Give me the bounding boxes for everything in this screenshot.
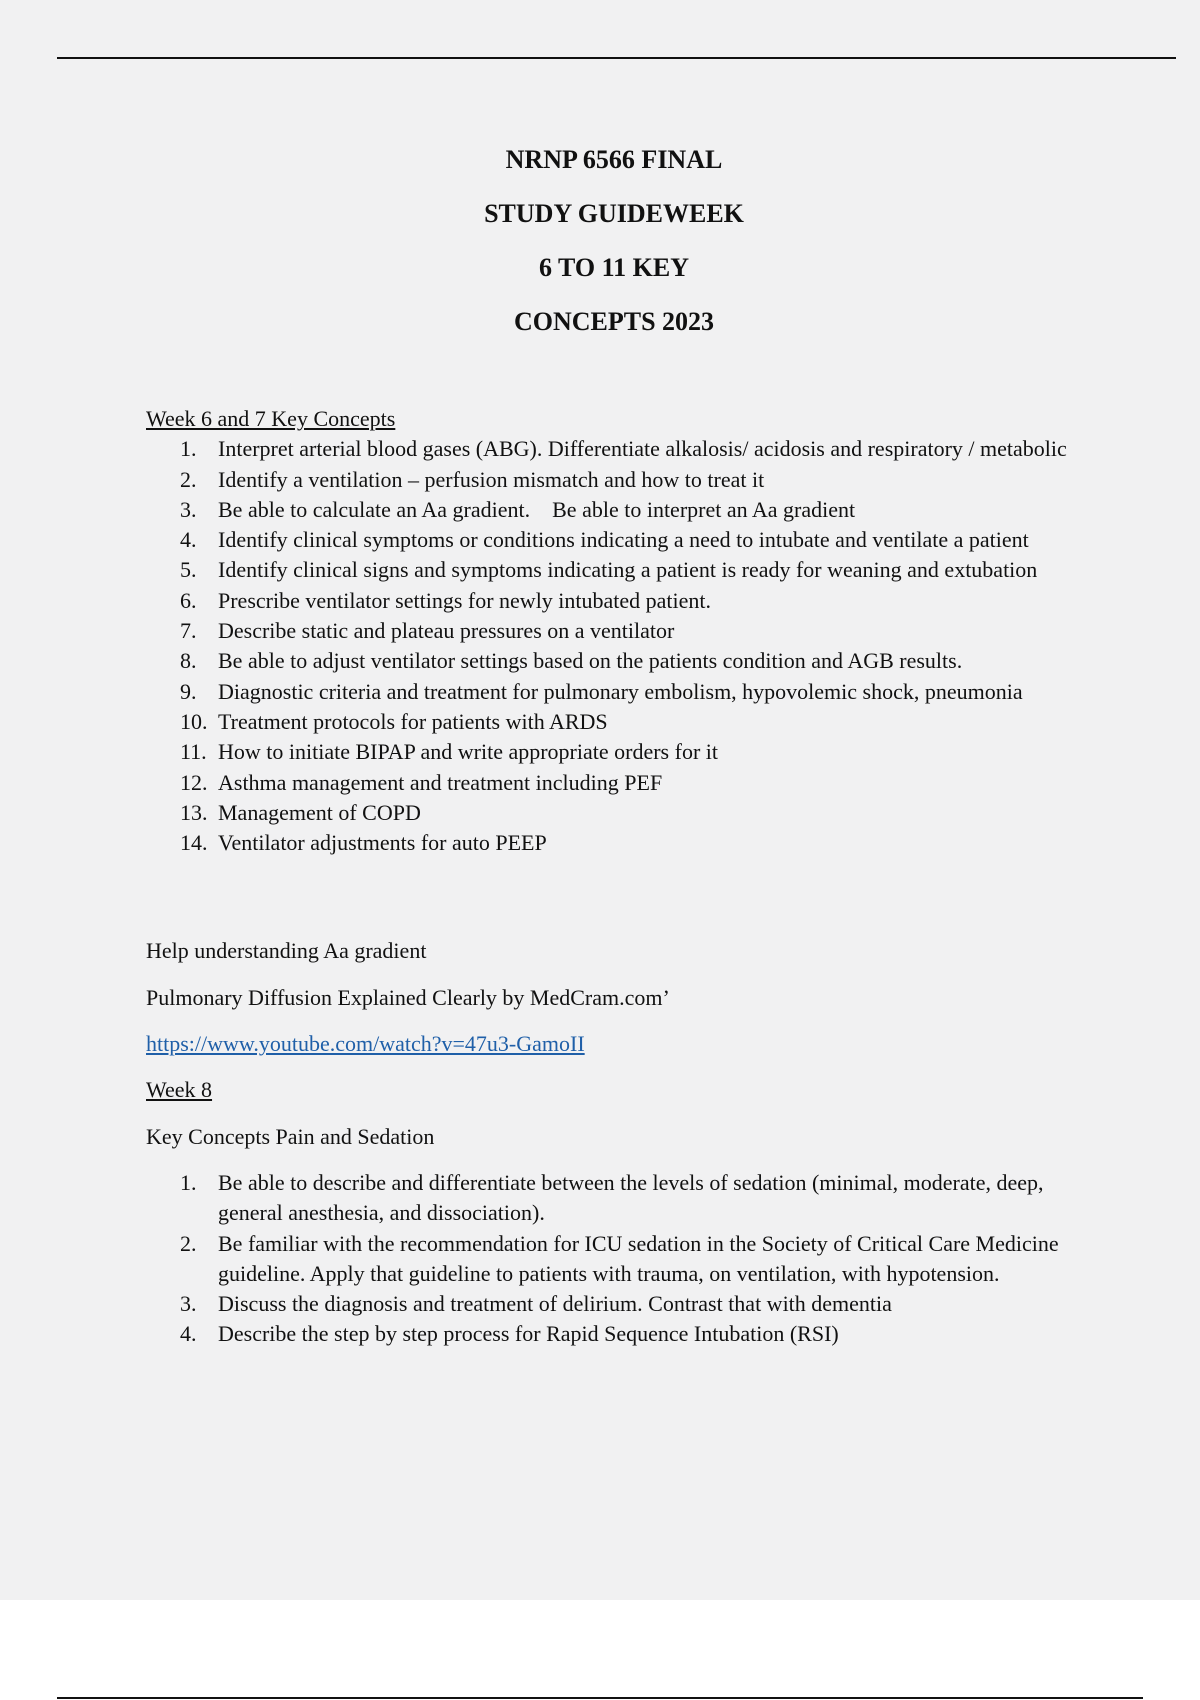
list-item-number: 12. [180, 769, 208, 795]
list-item-number: 8. [180, 648, 197, 674]
list-item-number: 3. [180, 1291, 197, 1317]
list-item-number: 7. [180, 618, 197, 644]
list-item [146, 798, 1076, 828]
list-item-number: 14. [180, 830, 208, 856]
list-item-number: 2. [180, 1230, 197, 1256]
list-item-text: Describe static and plateau pressures on a ventilator [218, 618, 675, 644]
list-item-text: Discuss the diagnosis and treatment of delirium. Contrast that with dementia [218, 1291, 892, 1317]
list-item [146, 616, 1076, 646]
document-body [146, 404, 1076, 1350]
list-item-number: 2. [180, 466, 197, 492]
list-item [146, 434, 1076, 464]
help-text-aa-gradient: Help understanding Aa gradient [146, 938, 427, 964]
list-item-number: 1. [180, 436, 197, 462]
list-item-text: Diagnostic criteria and treatment for pulmonary embolism, hypovolemic shock, pneumonia [218, 678, 1023, 704]
list-item-number: 5. [180, 557, 197, 583]
list-item-number: 10. [180, 708, 208, 734]
list-item-text: Prescribe ventilator settings for newly intubated patient. [218, 587, 712, 613]
title-line-4: CONCEPTS 2023 [513, 307, 715, 336]
list-item [146, 586, 1076, 616]
list-item-text: Interpret arterial blood gases (ABG). Differentiate alkalosis/ acidosis and respiratory / metabolic [218, 436, 1067, 462]
section-heading-week-8: Week 8 [146, 1077, 213, 1103]
list-item-number: 3. [180, 496, 197, 522]
list-item [146, 677, 1076, 707]
title-line-2: STUDY GUIDEWEEK [484, 199, 744, 228]
list-item-text: Treatment protocols for patients with ARDS [218, 708, 608, 734]
list-item-text: Asthma management and treatment including PEF [218, 769, 663, 795]
list-item-text: How to initiate BIPAP and write appropriate orders for it [218, 739, 718, 765]
week-8-concept-list [146, 1168, 1076, 1350]
list-item-number: 6. [180, 587, 197, 613]
youtube-link[interactable]: https://www.youtube.com/watch?v=47u3-GamoII [146, 1031, 585, 1057]
title-line-1: NRNP 6566 FINAL [505, 145, 723, 174]
list-item-number: 9. [180, 678, 197, 704]
list-item [146, 737, 1076, 767]
list-item-text: Management of COPD [218, 799, 421, 825]
help-text-video-title: Pulmonary Diffusion Explained Clearly by MedCram.com’ [146, 984, 670, 1010]
list-item [146, 465, 1076, 495]
list-item [146, 828, 1076, 858]
list-item [146, 1289, 1076, 1319]
week-6-7-concept-list [146, 434, 1076, 858]
list-item-text: Ventilator adjustments for auto PEEP [218, 830, 547, 856]
list-item-text: Be able to calculate an Aa gradient. Be able to interpret an Aa gradient [218, 496, 856, 522]
list-item-number: 1. [180, 1169, 197, 1195]
list-item-text: Be able to describe and differentiate between the levels of sedation (minimal, moderate, deep, general anesthesia, and dissociation). [218, 1169, 1044, 1226]
list-item [146, 1319, 1076, 1349]
list-item-text: Identify clinical symptoms or conditions indicating a need to intubate and ventilate a patient [218, 527, 1029, 553]
list-item-text: Be able to adjust ventilator settings based on the patients condition and AGB results. [218, 648, 963, 674]
list-item [146, 707, 1076, 737]
list-item [146, 495, 1076, 525]
document-title [0, 142, 1200, 358]
list-item-number: 4. [180, 1321, 197, 1347]
list-item-text: Be familiar with the recommendation for ICU sedation in the Society of Critical Care Medicine guideline. Apply that guideline to patients with trauma, on ventilation, with hypotension. [218, 1230, 1059, 1286]
section-heading-week-6-7: Week 6 and 7 Key Concepts [146, 406, 396, 431]
section-subheading-pain-sedation: Key Concepts Pain and Sedation [146, 1123, 435, 1149]
list-item-text: Identify clinical signs and symptoms indicating a patient is ready for weaning and extubation [218, 557, 1038, 583]
list-item-number: 13. [180, 799, 208, 825]
list-item [146, 525, 1076, 555]
list-item [146, 646, 1076, 676]
list-item [146, 1168, 1076, 1229]
bottom-divider [57, 1697, 1143, 1699]
list-item-number: 11. [180, 739, 207, 765]
top-divider [57, 57, 1176, 59]
list-item [146, 768, 1076, 798]
list-item [146, 555, 1076, 585]
list-item-text: Identify a ventilation – perfusion mismatch and how to treat it [218, 466, 765, 492]
list-item-number: 4. [180, 527, 197, 553]
list-item [146, 1229, 1076, 1290]
title-line-3: 6 TO 11 KEY [538, 253, 690, 282]
list-item-text: Describe the step by step process for Rapid Sequence Intubation (RSI) [218, 1321, 839, 1347]
